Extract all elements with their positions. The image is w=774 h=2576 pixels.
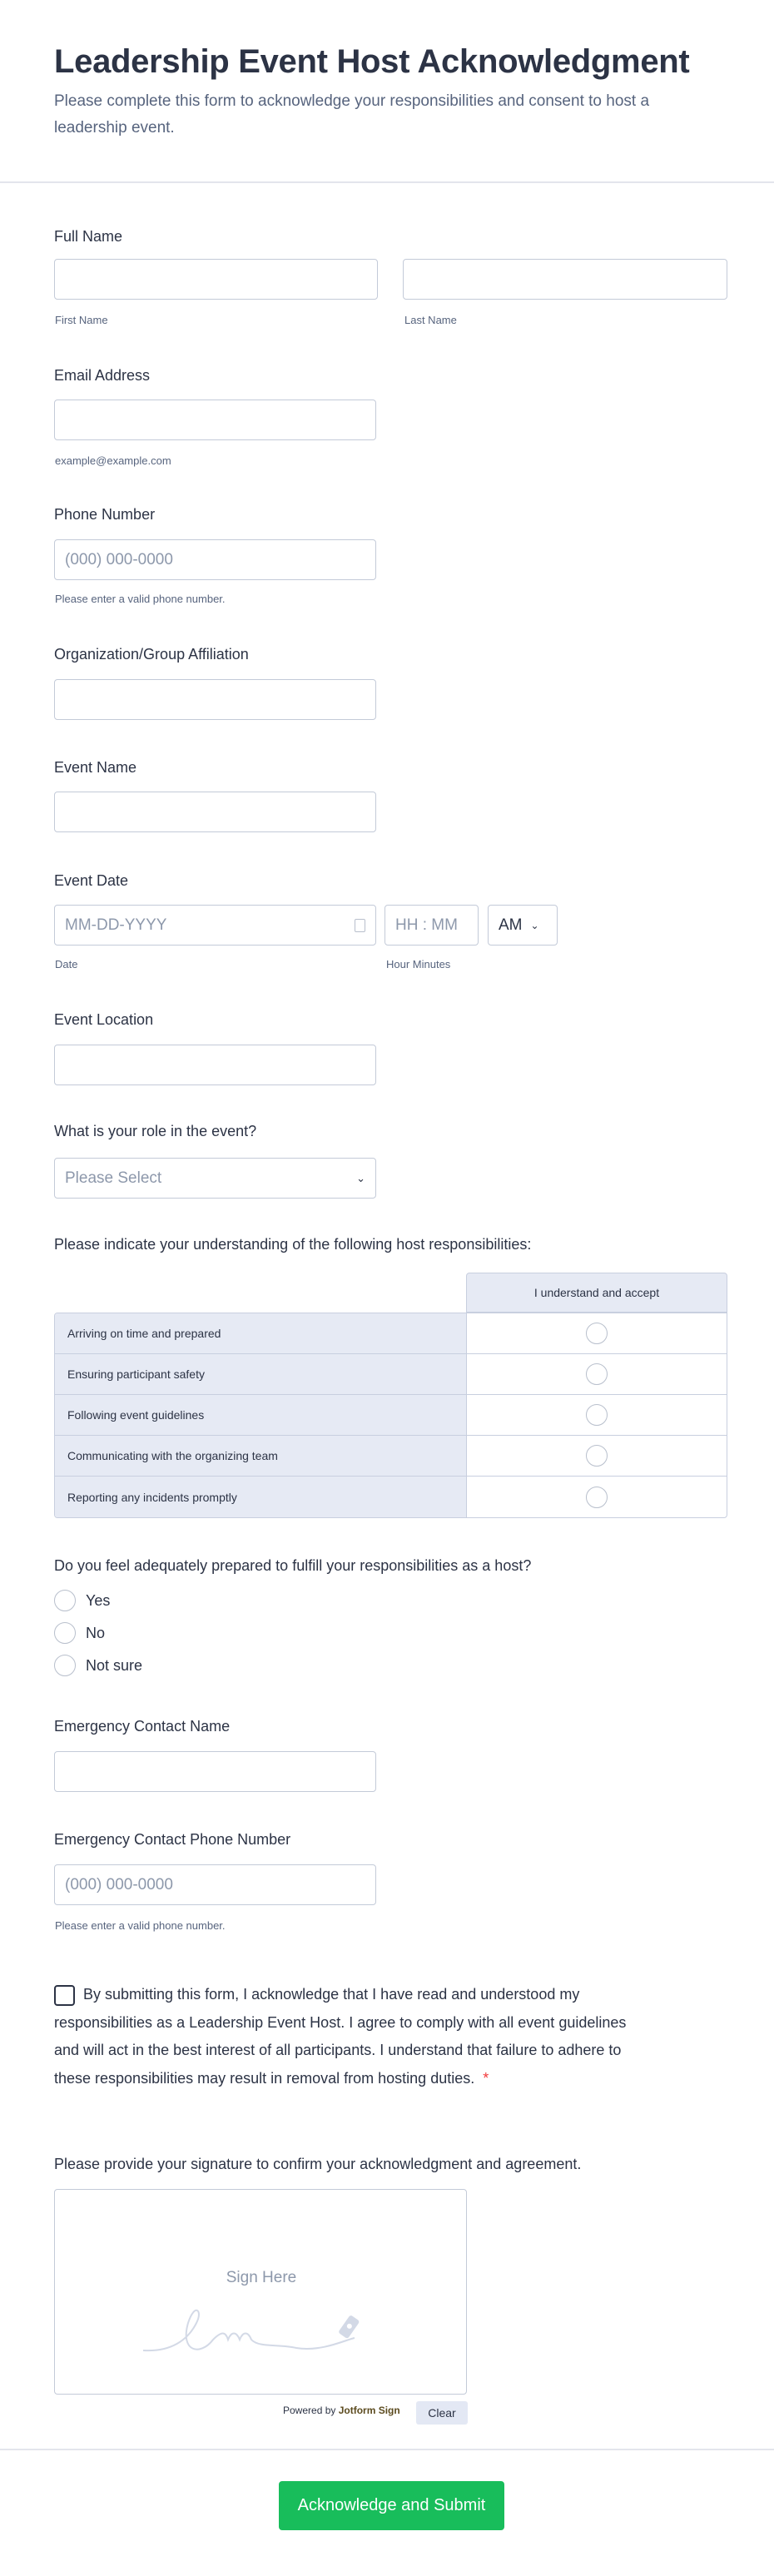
matrix-radio[interactable] [586,1487,608,1508]
clear-signature-button[interactable]: Clear [416,2401,468,2425]
radio-button[interactable] [54,1622,76,1644]
matrix-row-label: Ensuring participant safety [55,1354,467,1394]
matrix-row-label: Arriving on time and prepared [55,1313,467,1353]
matrix-row [55,1395,727,1436]
emergency-phone-input[interactable] [54,1864,376,1905]
date-input[interactable] [54,905,376,946]
brand-logo: Jotform Sign [338,2405,400,2416]
location-label: Event Location [54,1011,154,1028]
consent-checkbox[interactable] [54,1985,75,2006]
form-title: Leadership Event Host Acknowledgment [54,43,690,80]
date-sublabel: Date [55,958,78,970]
header-divider [0,181,774,183]
form-subtitle: Please complete this form to acknowledge your responsibilities and consent to host a leadership event. [54,92,650,136]
org-input[interactable] [54,679,376,720]
footer-divider [0,2449,774,2450]
matrix-cell [467,1436,727,1476]
emergency-phone-sublabel: Please enter a valid phone number. [55,1919,226,1932]
matrix-cell [467,1395,727,1435]
org-label: Organization/Group Affiliation [54,646,249,663]
ampm-select[interactable] [488,905,558,946]
role-placeholder: Please Select [65,1169,162,1187]
time-input[interactable] [385,905,479,946]
option-label: Not sure [86,1656,143,1674]
matrix-rows [54,1313,727,1518]
consent-text: By submitting this form, I acknowledge that I have read and understood my responsibilities as a Leadership Event Host. I agree to comply with all event guidelines and will act in the best interest of all participants. I understand that failure to adhere to these responsibilities may result in removal from hosting duties. [54,1986,627,2087]
matrix-row-label: Reporting any incidents promptly [55,1477,467,1517]
option-label: Yes [86,1591,111,1609]
required-asterisk: * [483,2069,489,2087]
phone-label: Phone Number [54,506,156,523]
signature-pad[interactable] [54,2189,467,2395]
powered-by-text: Powered by [283,2405,336,2416]
radio-button[interactable] [54,1655,76,1676]
email-sublabel: example@example.com [55,454,171,467]
time-sublabel: Hour Minutes [386,958,451,970]
prepared-label: Do you feel adequately prepared to fulfill your responsibilities as a host? [54,1557,532,1574]
matrix-cell [467,1477,727,1517]
matrix-cell [467,1354,727,1394]
time-placeholder: HH : MM [395,916,458,934]
radio-option-not-sure[interactable] [54,1655,142,1676]
event-name-label: Event Name [54,759,137,776]
first-name-sublabel: First Name [55,314,108,326]
emergency-phone-label: Emergency Contact Phone Number [54,1831,291,1848]
email-input[interactable] [54,400,376,440]
event-name-input[interactable] [54,792,376,832]
ampm-value: AM [499,916,523,934]
phone-placeholder: (000) 000-0000 [65,550,173,568]
signature-placeholder-graphic [55,2190,468,2395]
chevron-down-icon: ⌄ [356,1171,365,1184]
role-label: What is your role in the event? [54,1123,257,1139]
matrix-row-label: Following event guidelines [55,1395,467,1435]
matrix-column-header: I understand and accept [466,1273,727,1313]
role-select[interactable] [54,1158,376,1199]
radio-option-yes[interactable] [54,1590,110,1611]
matrix-radio[interactable] [586,1363,608,1385]
option-label: No [86,1624,106,1641]
date-placeholder: MM-DD-YYYY [65,916,167,934]
location-input[interactable] [54,1045,376,1085]
last-name-sublabel: Last Name [404,314,457,326]
email-label: Email Address [54,367,151,384]
matrix-row-label: Communicating with the organizing team [55,1436,467,1476]
pen-icon [338,2315,360,2339]
last-name-input[interactable] [403,259,727,300]
matrix-row [55,1313,727,1354]
radio-button[interactable] [54,1590,76,1611]
chevron-down-icon: ⌄ [530,919,539,931]
powered-by [283,2405,400,2416]
event-date-label: Event Date [54,872,129,889]
full-name-label: Full Name [54,228,123,245]
matrix-row [55,1436,727,1477]
first-name-input[interactable] [54,259,378,300]
matrix-row [55,1477,727,1517]
emergency-name-label: Emergency Contact Name [54,1718,231,1735]
emergency-phone-placeholder: (000) 000-0000 [65,1875,173,1894]
matrix-row [55,1354,727,1395]
matrix-cell [467,1313,727,1353]
radio-option-no[interactable] [54,1622,105,1644]
phone-sublabel: Please enter a valid phone number. [55,593,226,605]
consent-checkbox-field [54,1981,653,2092]
signature-label: Please provide your signature to confirm your acknowledgment and agreement. [54,2156,582,2172]
matrix-radio[interactable] [586,1445,608,1467]
sign-here-text: Sign Here [226,2269,297,2286]
submit-button[interactable]: Acknowledge and Submit [279,2481,504,2530]
matrix-radio[interactable] [586,1323,608,1344]
phone-input[interactable] [54,539,376,580]
matrix-radio[interactable] [586,1404,608,1426]
emergency-name-input[interactable] [54,1751,376,1792]
calendar-icon[interactable] [355,919,365,932]
matrix-label: Please indicate your understanding of the following host responsibilities: [54,1236,532,1253]
